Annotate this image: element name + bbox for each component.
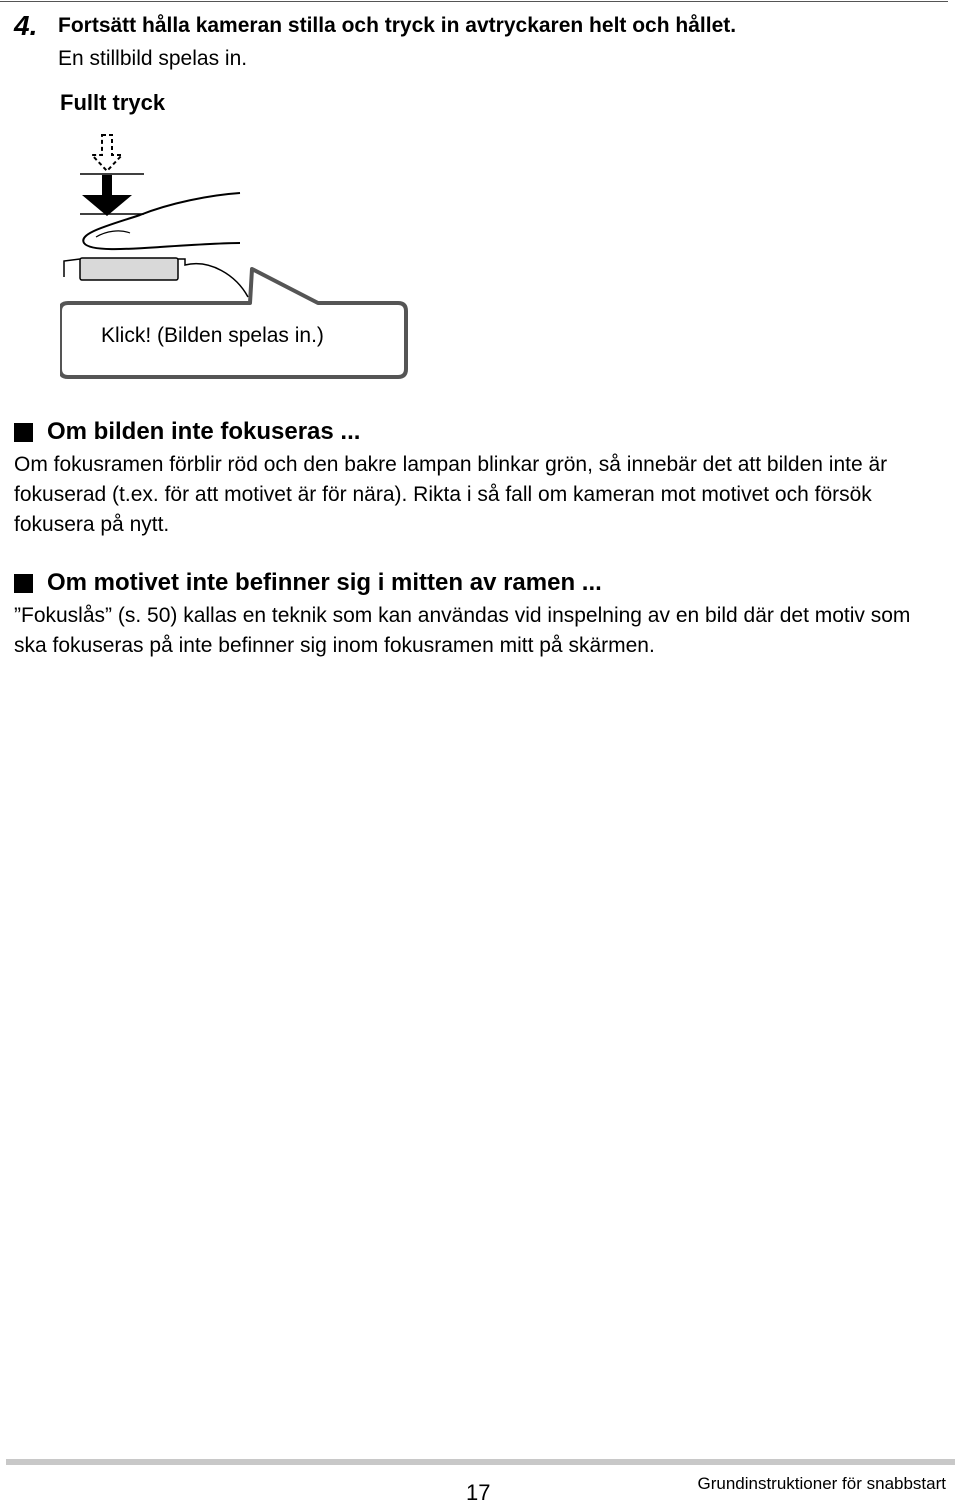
full-press-arrow-icon bbox=[82, 175, 132, 216]
section-heading-row bbox=[14, 418, 944, 446]
footer-title: Grundinstruktioner för snabbstart bbox=[697, 1474, 946, 1493]
section-heading: Om motivet inte befinner sig i mitten av ramen ... bbox=[47, 569, 602, 596]
step-number: 4. bbox=[14, 10, 38, 41]
half-press-arrow-icon bbox=[92, 135, 122, 171]
page-number: 17 bbox=[466, 1480, 491, 1505]
bubble-text: Klick! (Bilden spelas in.) bbox=[101, 324, 324, 347]
speech-bubble bbox=[60, 269, 406, 377]
step-title: Fortsätt hålla kameran stilla och tryck in avtryckaren helt och hållet. bbox=[58, 14, 737, 37]
shutter-button-icon bbox=[80, 258, 178, 280]
step-subtitle: En stillbild spelas in. bbox=[58, 47, 248, 70]
square-bullet-icon bbox=[14, 423, 33, 442]
section-heading: Om bilden inte fokuseras ... bbox=[47, 418, 361, 445]
section-body: ”Fokuslås” (s. 50) kallas en teknik som kan användas vid inspelning av en bild där det motiv som ska fokuseras på inte befinner sig inom fokusramen mitt på skärmen. bbox=[14, 604, 911, 657]
top-rule bbox=[0, 1, 948, 2]
footer-rule bbox=[6, 1459, 955, 1465]
section-heading-row bbox=[14, 569, 944, 597]
section-subject-off-center bbox=[14, 569, 944, 661]
section-body: Om fokusramen förblir röd och den bakre lampan blinkar grön, så innebär det att bilden inte är fokuserad (t.ex. för att motivet är för nära). Rikta i så fall om kameran mot motivet och försök fokusera på nytt. bbox=[14, 453, 888, 536]
section-not-focused bbox=[14, 418, 944, 540]
illustration-caption: Fullt tryck bbox=[60, 90, 166, 115]
square-bullet-icon bbox=[14, 574, 33, 593]
